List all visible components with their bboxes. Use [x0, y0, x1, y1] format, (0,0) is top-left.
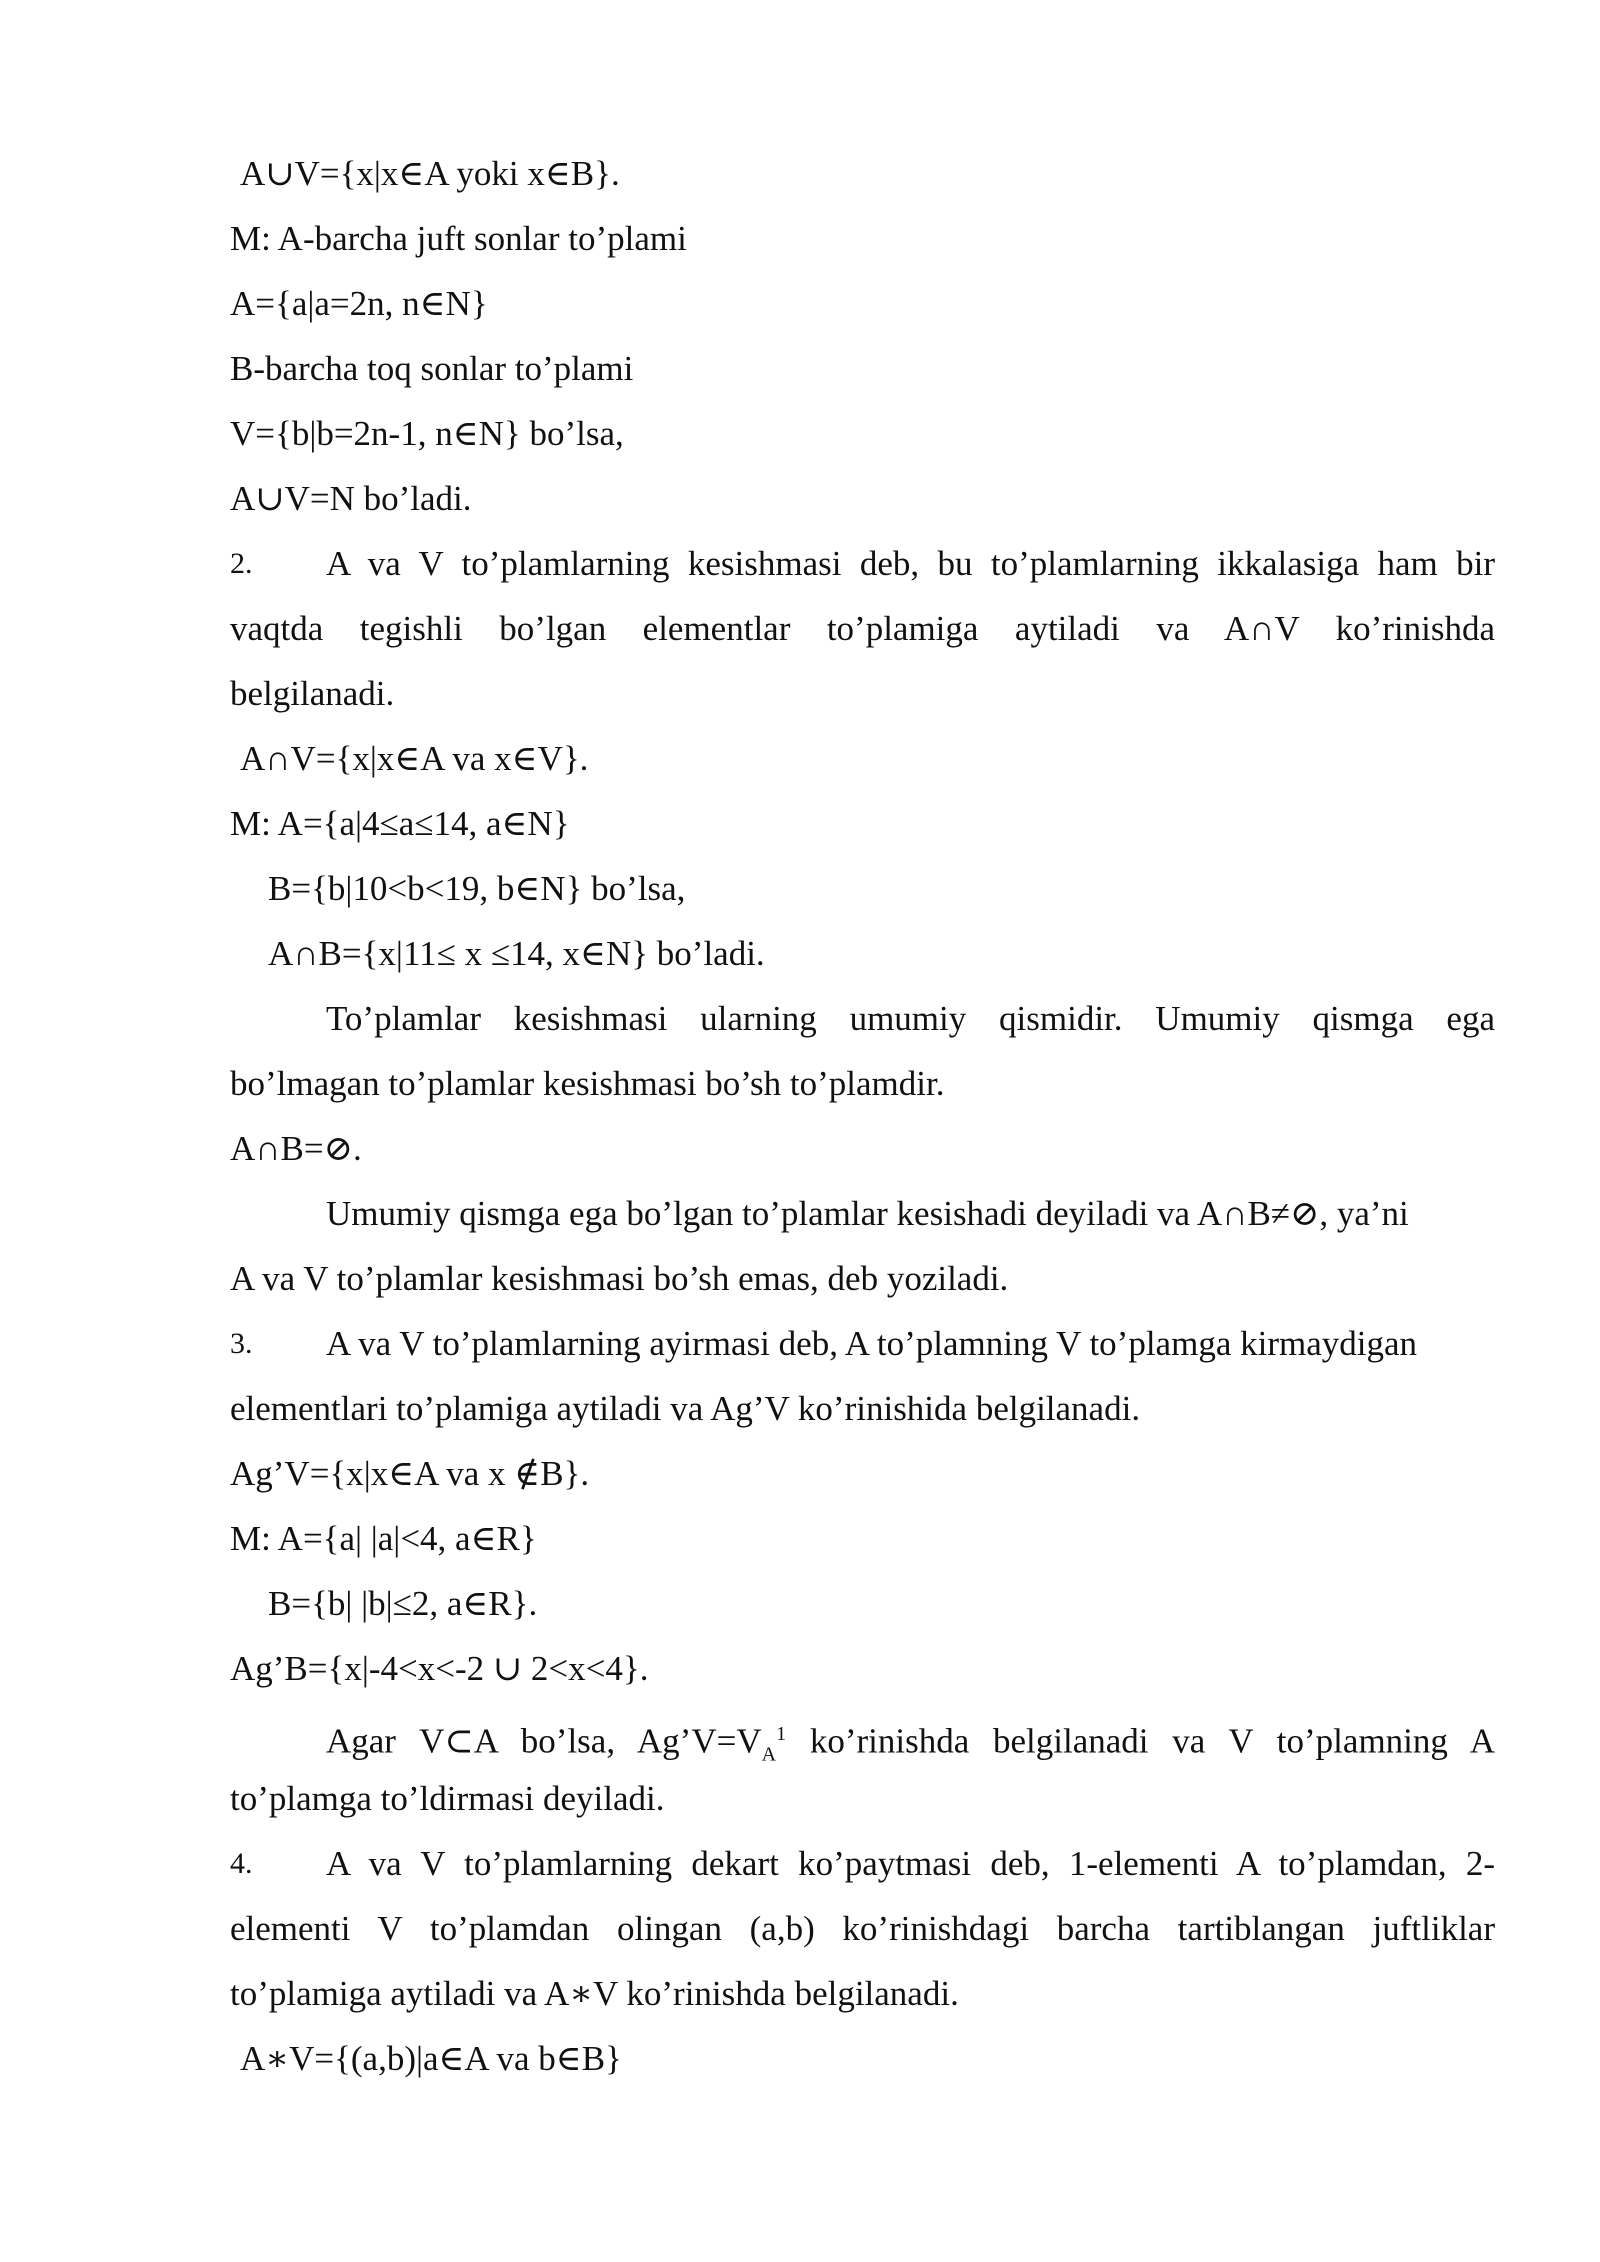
nonempty-intersection-paragraph-line-2: A va V to’plamlar kesishmasi bo’sh emas, deb yoziladi. [230, 1259, 1009, 1298]
complement-subscript: A [761, 1743, 777, 1766]
nonempty-intersection-paragraph-line-1: Umumiy qismga ega bo’lgan to’plamlar kesishadi deyiladi va A∩B≠⊘, ya’ni [326, 1194, 1409, 1233]
formula-union-result: A∪V=N bo’ladi. [230, 479, 472, 518]
formula-empty-intersection: A∩B=⊘. [230, 1129, 362, 1168]
complement-paragraph-line-2: to’plamga to’ldirmasi deyiladi. [230, 1779, 665, 1818]
formula-difference-definition: Ag’V={x|x∈A va x ∉B}. [230, 1454, 590, 1493]
list-number-2: 2. [230, 547, 253, 580]
cartesian-definition-line-2: elementi V to’plamdan olingan (a,b) ko’rinishdagi barcha tartiblangan juftliklar [230, 1909, 1495, 1948]
intersection-definition-line-1: A va V to’plamlarning kesishmasi deb, bu to’plamlarning ikkalasiga ham bir [326, 544, 1495, 583]
list-number-3: 3. [230, 1327, 253, 1360]
complement-superscript: 1 [776, 1723, 787, 1745]
example-intersection-set-b: B={b|10<b<19, b∈N} bo’lsa, [268, 869, 686, 908]
example-a-even-numbers: M: A-barcha juft sonlar to’plami [230, 219, 687, 258]
formula-intersection-definition: A∩V={x|x∈A va x∈V}. [240, 739, 589, 778]
formula-set-v-odd: V={b|b=2n-1, n∈N} bo’lsa, [230, 414, 624, 453]
difference-definition-line-1: A va V to’plamlarning ayirmasi deb, A to’plamning V to’plamga kirmaydigan [326, 1324, 1417, 1363]
formula-set-a-even: A={a|a=2n, n∈N} [230, 284, 488, 323]
cartesian-definition-line-3: to’plamiga aytiladi va A∗V ko’rinishda belgilanadi. [230, 1974, 959, 2013]
example-difference-set-a: M: A={a| |a|<4, a∈R} [230, 1519, 537, 1558]
formula-union-definition: A∪V={x|x∈A yoki x∈B}. [240, 154, 620, 193]
intersection-definition-line-2: vaqtda tegishli bo’lgan elementlar to’plamiga aytiladi va A∩V ko’rinishda [230, 609, 1495, 648]
cartesian-definition-line-1: A va V to’plamlarning dekart ko’paytmasi deb, 1-elementi A to’plamdan, 2- [326, 1844, 1495, 1883]
example-intersection-result: A∩B={x|11≤ x ≤14, x∈N} bo’ladi. [268, 934, 765, 973]
empty-intersection-paragraph-line-1: To’plamlar kesishmasi ularning umumiy qismidir. Umumiy qismga ega [326, 999, 1495, 1038]
complement-paragraph-line-1 [326, 1712, 1495, 1777]
complement-text-after: ko’rinishda belgilanadi va V to’plamning A [786, 1721, 1495, 1761]
intersection-definition-line-3: belgilanadi. [230, 674, 395, 713]
list-number-4: 4. [230, 1847, 253, 1880]
formula-cartesian-product: A∗V={(a,b)|a∈A va b∈B} [240, 2039, 622, 2078]
example-b-odd-numbers: B-barcha toq sonlar to’plami [230, 349, 634, 388]
example-intersection-set-a: M: A={a|4≤a≤14, a∈N} [230, 804, 570, 843]
empty-intersection-paragraph-line-2: bo’lmagan to’plamlar kesishmasi bo’sh to’plamdir. [230, 1064, 945, 1103]
example-difference-set-b: B={b| |b|≤2, a∈R}. [268, 1584, 538, 1623]
example-difference-result: Ag’B={x|-4<x<-2 ∪ 2<x<4}. [230, 1649, 649, 1688]
complement-text-before: Agar V⊂A bo’lsa, Ag’V=V [326, 1721, 762, 1761]
difference-definition-line-2: elementlari to’plamiga aytiladi va Ag’V ko’rinishida belgilanadi. [230, 1389, 1141, 1428]
